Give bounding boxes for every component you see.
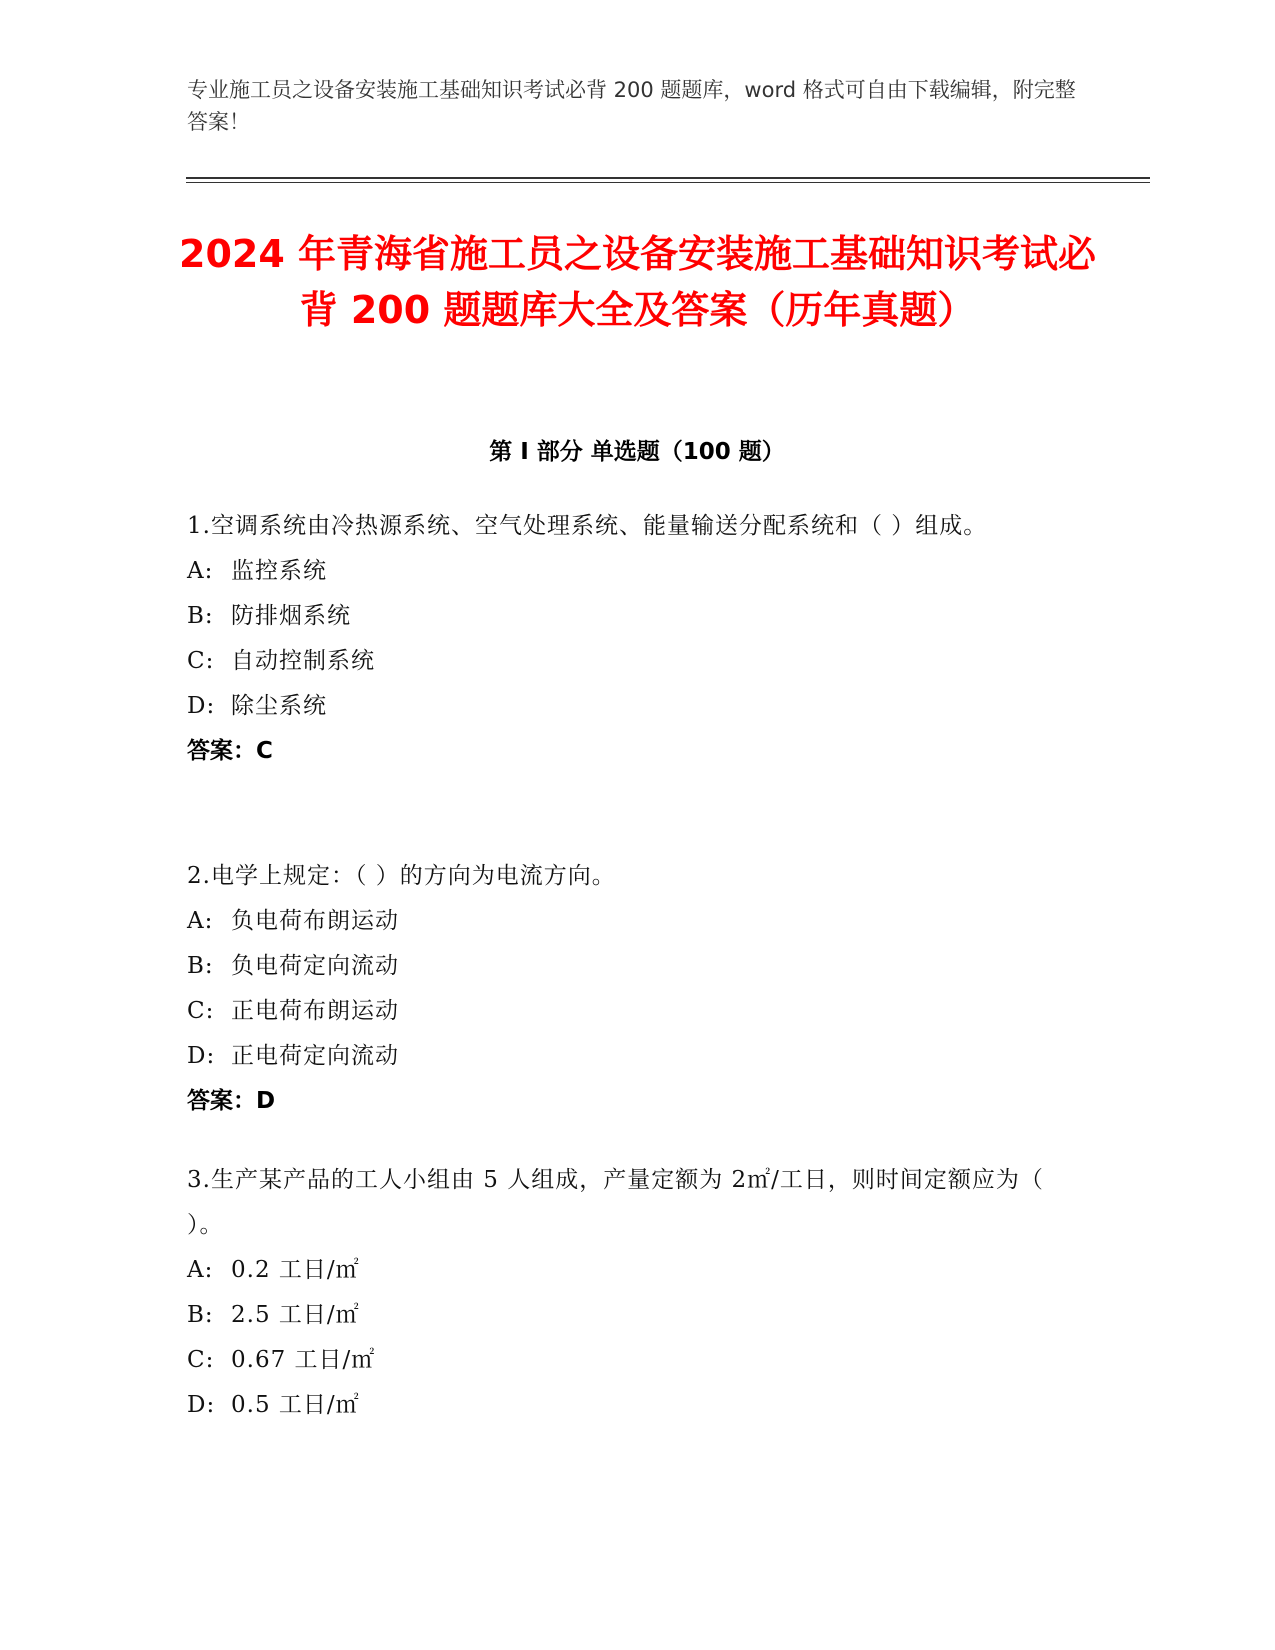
option-letter: A: <box>187 1257 214 1283</box>
option-c <box>187 639 1067 684</box>
option-d <box>187 1383 1067 1428</box>
option-text: 负电荷布朗运动 <box>231 908 399 934</box>
answer-line: 答案：D <box>187 1088 276 1114</box>
option-a <box>187 1248 1067 1293</box>
option-text: 负电荷定向流动 <box>231 953 399 979</box>
option-text: 监控系统 <box>231 558 327 584</box>
option-text: 0.5 工日/㎡ <box>231 1392 360 1418</box>
question-stem: 1.空调系统由冷热源系统、空气处理系统、能量输送分配系统和（ ）组成。 <box>187 513 988 539</box>
header-divider-thick <box>186 177 1150 179</box>
option-a <box>187 899 1067 944</box>
option-letter: B: <box>187 953 214 979</box>
option-letter: C: <box>187 998 215 1024</box>
option-a <box>187 549 1067 594</box>
option-letter: B: <box>187 603 214 629</box>
question-1 <box>187 504 1067 774</box>
header-note: 专业施工员之设备安装施工基础知识考试必背 200 题题库，word 格式可自由下载编辑，附完整答案！ <box>187 78 1076 134</box>
option-letter: D: <box>187 693 216 719</box>
option-d <box>187 684 1067 729</box>
option-text: 自动控制系统 <box>231 648 375 674</box>
option-letter: D: <box>187 1043 216 1069</box>
answer-line: 答案：C <box>187 738 273 764</box>
option-text: 0.67 工日/㎡ <box>231 1347 376 1373</box>
option-c <box>187 989 1067 1034</box>
option-letter: C: <box>187 648 215 674</box>
question-stem: 3.生产某产品的工人小组由 5 人组成，产量定额为 2㎡/工日，则时间定额应为（ ）。 <box>187 1167 1044 1238</box>
option-text: 0.2 工日/㎡ <box>231 1257 360 1283</box>
option-b <box>187 944 1067 989</box>
question-stem: 2.电学上规定：（ ）的方向为电流方向。 <box>187 863 616 889</box>
option-text: 正电荷定向流动 <box>231 1043 399 1069</box>
document-title: 2024 年青海省施工员之设备安装施工基础知识考试必背 200 题题库大全及答案（历年真题） <box>179 232 1096 332</box>
header-divider-thin <box>186 182 1150 183</box>
question-3 <box>187 1158 1067 1428</box>
option-text: 正电荷布朗运动 <box>231 998 399 1024</box>
option-b <box>187 1293 1067 1338</box>
option-letter: D: <box>187 1392 216 1418</box>
option-letter: B: <box>187 1302 214 1328</box>
option-letter: A: <box>187 908 214 934</box>
option-text: 2.5 工日/㎡ <box>231 1302 360 1328</box>
option-d <box>187 1034 1067 1079</box>
option-letter: C: <box>187 1347 215 1373</box>
option-letter: A: <box>187 558 214 584</box>
option-text: 除尘系统 <box>231 693 327 719</box>
question-2 <box>187 854 1067 1124</box>
section-title: 第 I 部分 单选题（100 题） <box>489 439 785 465</box>
option-c <box>187 1338 1067 1383</box>
option-text: 防排烟系统 <box>231 603 351 629</box>
option-b <box>187 594 1067 639</box>
